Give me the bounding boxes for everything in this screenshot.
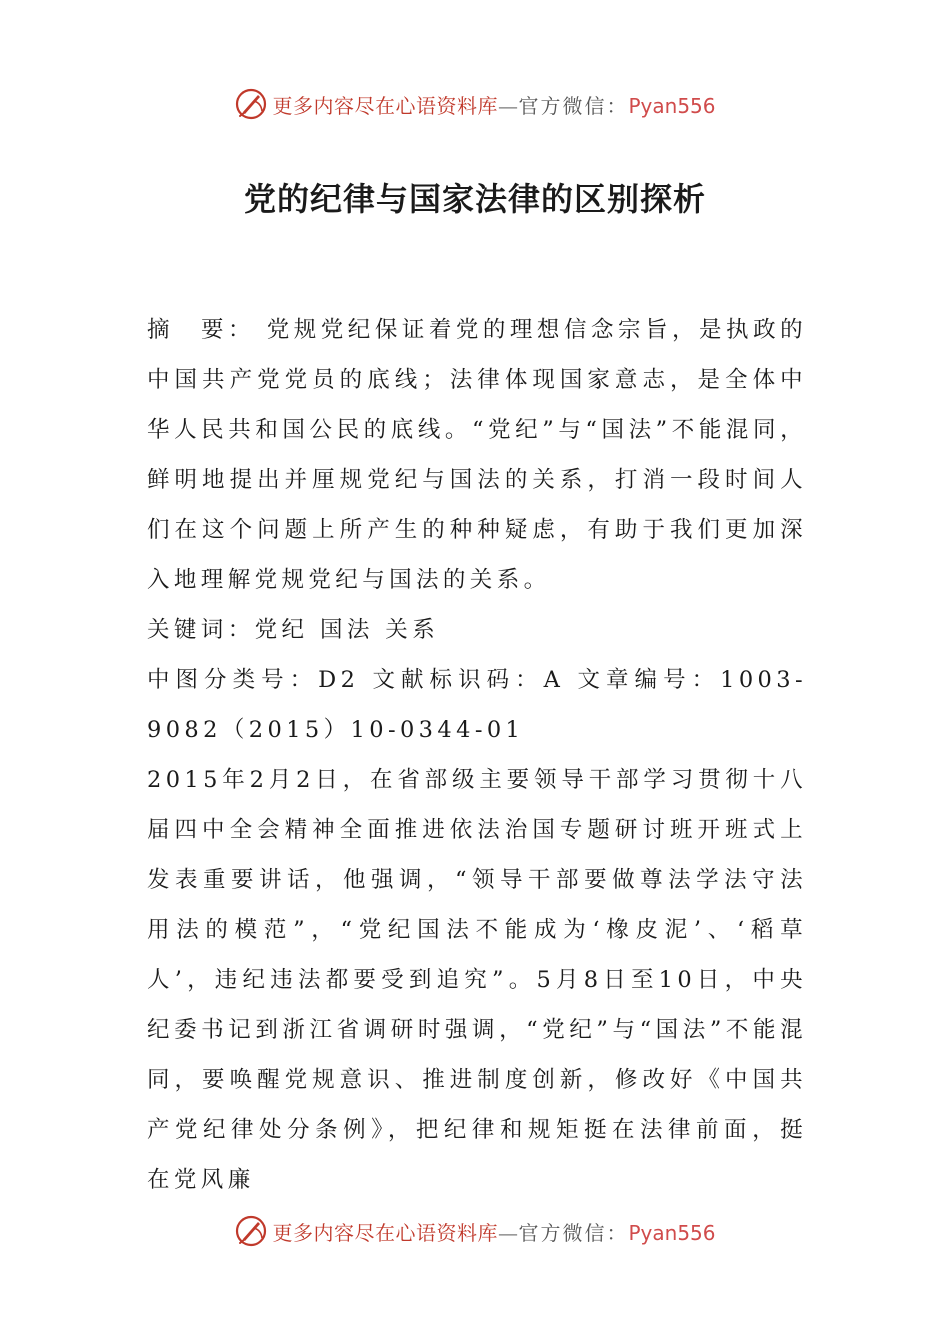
abstract-paragraph: 摘 要： 党规党纪保证着党的理想信念宗旨，是执政的中国共产党党员的底线；法律体现国家意志，是全体中华人民共和国公民的底线。“党纪”与“国法”不能混同，鲜明地提出并厘规党纪与国法的关系，打消一段时间人们在这个问题上所产生的种种疑虑，有助于我们更加深入地理解党规党纪与国法的关系。 [147,317,807,593]
classification-line: 中图分类号：D2 文献标识码：A 文章编号：1003-9082（2015）10-0344-01 [147,667,807,743]
watermark-brand: 更多内容尽在心语资料库 [272,93,498,118]
watermark-dash: — [497,1220,519,1245]
watermark-text [272,1217,715,1246]
footer-watermark [0,1211,950,1251]
keywords-line: 关键词：党纪 国法 关系 [147,617,440,643]
document-title: 党的纪律与国家法律的区别探析 [243,180,706,218]
watermark-brand: 更多内容尽在心语资料库 [272,1220,498,1245]
document-body [147,305,807,1205]
watermark-wechat-label: 官方微信： [518,93,629,118]
watermark-text [272,90,715,119]
watermark-wechat-id: Pyan556 [628,1220,716,1245]
watermark-wechat-id: Pyan556 [628,93,716,118]
quill-pen-logo-icon [234,87,268,121]
header-watermark [0,84,950,124]
watermark-wechat-label: 官方微信： [518,1220,629,1245]
quill-pen-logo-icon [234,1214,268,1248]
body-paragraph: 2015年2月2日，在省部级主要领导干部学习贯彻十八届四中全会精神全面推进依法治国专题研讨班开班式上发表重要讲话，他强调，“领导干部要做尊法学法守法用法的模范”，“党纪国法不能成为‘橡皮泥’、‘稻草人’，违纪违法都要受到追究”。5月8日至10日，中央纪委书记到浙江省调研时强调，“党纪”与“国法”不能混同，要唤醒党规意识、推进制度创新，修改好《中国共产党纪律处分条例》，把纪律和规矩挺在法律前面，挺在党风廉 [147,767,807,1193]
watermark-dash: — [497,93,519,118]
